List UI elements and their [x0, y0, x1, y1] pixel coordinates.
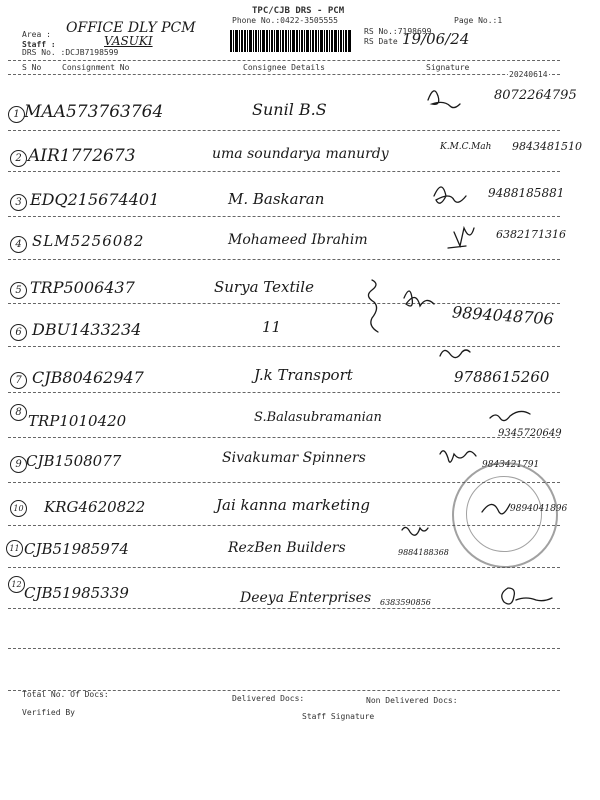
page-number: Page No.:1: [454, 16, 503, 25]
row-number: 10: [10, 500, 27, 517]
row-number: 8: [10, 404, 27, 421]
col-consignee: Consignee Details: [243, 63, 325, 72]
phone-number-handwritten: 6382171316: [496, 228, 566, 241]
consignment-number: CJB51985974: [24, 540, 129, 558]
phone-number-handwritten: 6383590856: [380, 598, 431, 607]
rs-date-label: RS Date: [364, 37, 398, 46]
total-docs-label: Total No. Of Docs:: [22, 690, 109, 699]
signature-scribble: [404, 291, 434, 306]
consignee-name: S.Balasubramanian: [254, 410, 382, 425]
consignment-number: MAA573763764: [24, 102, 164, 122]
row-number: 6: [10, 324, 27, 341]
phone-number-handwritten: 8072264795: [494, 88, 577, 103]
phone-number-handwritten: 9843421791: [482, 460, 540, 470]
drs-number: DRS No. :DCJB7198599: [22, 48, 119, 57]
phone-number-handwritten: 9884188368: [398, 548, 449, 557]
row-number: 12: [8, 576, 25, 593]
date-stamp: 20240614: [509, 70, 548, 79]
signature-scribble: [440, 451, 476, 462]
consignment-number: AIR1772673: [28, 146, 136, 166]
consignment-number: CJB1508077: [26, 452, 122, 470]
signature-scribble: [448, 228, 474, 248]
signature-scribble: [368, 280, 378, 332]
phone-number-handwritten: 9345720649: [498, 428, 562, 439]
consignee-name: M. Baskaran: [228, 190, 325, 208]
phone-number-handwritten: 9788615260: [454, 368, 550, 386]
consignment-number: CJB51985339: [24, 584, 129, 602]
staff-label: Staff :: [22, 40, 56, 49]
row-number: 7: [10, 372, 27, 389]
consignee-name: Deeya Enterprises: [240, 590, 372, 606]
phone-number-handwritten: 9894048706: [451, 302, 555, 329]
phone-number: Phone No.:0422-3505555: [232, 16, 338, 25]
row-number: 11: [6, 540, 23, 557]
consignee-name: Sivakumar Spinners: [222, 450, 366, 466]
phone-number-handwritten: 9894041896: [510, 504, 568, 514]
consignee-name: Surya Textile: [214, 278, 314, 296]
signature-scribble: [402, 527, 428, 535]
non-delivered-docs-label: Non Delivered Docs:: [366, 696, 458, 705]
row-number: 1: [8, 106, 25, 123]
rs-date-value: 19/06/24: [402, 30, 470, 48]
col-consignment: Consignment No: [62, 63, 130, 72]
consignee-name: uma soundarya manurdy: [212, 146, 389, 162]
consignee-name: Jai kanna marketing: [216, 496, 370, 514]
row-number: 3: [10, 194, 27, 211]
consignment-number: SLM5256082: [32, 232, 145, 250]
signature-scribble: [440, 350, 470, 358]
company-stamp: [452, 462, 558, 568]
consignment-number: EDQ215674401: [30, 190, 160, 209]
rs-number: RS No.:7198699: [364, 27, 432, 36]
consignee-name: J.k Transport: [254, 366, 353, 384]
verified-by-label: Verified By: [22, 708, 75, 717]
phone-number-handwritten: 9843481510: [512, 140, 582, 153]
delivered-docs-label: Delivered Docs:: [232, 694, 305, 703]
signature-text: K.M.C.Mah: [440, 142, 492, 152]
document-title: TPC/CJB DRS - PCM: [252, 6, 345, 16]
consignee-name: Sunil B.S: [252, 100, 327, 119]
row-number: 4: [10, 236, 27, 253]
row-number: 9: [10, 456, 27, 473]
area-value: OFFICE DLY PCM: [66, 20, 196, 36]
col-signature: Signature: [426, 63, 470, 72]
consignment-number: DBU1433234: [32, 320, 142, 339]
consignee-name: 11: [262, 318, 282, 336]
consignment-number: KRG4620822: [44, 498, 146, 516]
area-label: Area :: [22, 30, 51, 39]
consignee-name: RezBen Builders: [228, 540, 346, 556]
signature-scribble: [490, 411, 530, 420]
consignment-number: TRP5006437: [30, 278, 135, 297]
consignment-number: TRP1010420: [28, 412, 127, 430]
signature-scribble: [428, 91, 460, 108]
row-number: 5: [10, 282, 27, 299]
signature-scribble: [434, 187, 466, 203]
consignee-name: Mohameed Ibrahim: [228, 232, 368, 248]
staff-value: VASUKI: [104, 34, 153, 48]
consignment-number: CJB80462947: [32, 368, 144, 387]
signature-scribble: [502, 588, 552, 604]
row-number: 2: [10, 150, 27, 167]
phone-number-handwritten: 9488185881: [488, 186, 565, 200]
staff-signature-label: Staff Signature: [302, 712, 375, 721]
col-sno: S No: [22, 63, 42, 72]
